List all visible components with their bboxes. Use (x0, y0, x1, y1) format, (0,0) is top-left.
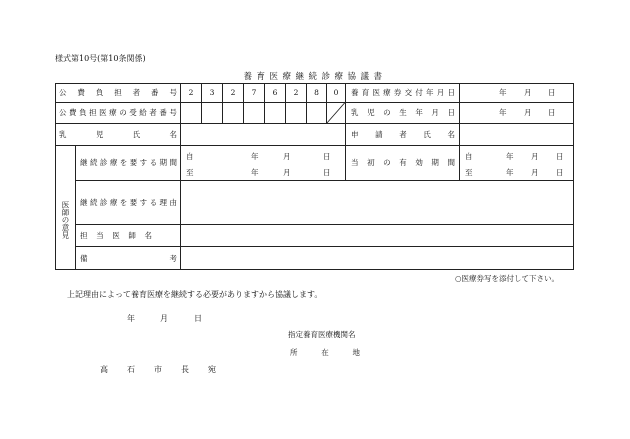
issue-day: 日 (548, 88, 556, 97)
initial-to-month: 月 (531, 168, 539, 177)
issue-year: 年 (499, 88, 507, 97)
consultation-table (55, 83, 574, 270)
period-from-month: 月 (283, 152, 291, 161)
form-number: 様式第10号(第10条関係) (55, 54, 146, 63)
issue-date-label: 養 育 医 療 券 交 付 年 月 日 (351, 88, 455, 98)
birth-year: 年 (499, 108, 507, 117)
initial-from-year: 年 (506, 152, 514, 161)
payer-digit: 7 (251, 88, 257, 97)
initial-from-day: 日 (556, 152, 564, 161)
addressee: 高 石 市 長 宛 (100, 365, 216, 374)
period-to-year: 年 (251, 168, 259, 177)
attach-note: ○医療券写を添付して下さい。 (455, 274, 560, 283)
initial-to-day: 日 (556, 168, 564, 177)
address-label: 所 在 地 (290, 348, 360, 357)
period-to-prefix: 至 (186, 168, 194, 177)
payer-digit: 0 (333, 88, 339, 97)
institution-label: 指定養育医療機関名 (288, 330, 356, 339)
birth-month: 月 (524, 108, 532, 117)
payer-digit: 6 (272, 88, 278, 97)
payer-digit: 2 (230, 88, 236, 97)
diagonal-slash (326, 102, 346, 124)
initial-to-prefix: 至 (465, 168, 473, 177)
payer-number-label: 公 費 負 担 者 番 号 (59, 88, 177, 98)
document-title: 養育医療継続診療協議書 (243, 72, 387, 82)
initial-from-prefix: 自 (465, 152, 473, 161)
issue-month: 月 (524, 88, 532, 97)
remarks-label: 備 考 (80, 254, 177, 264)
consult-statement: 上記理由によって養育医療を継続する必要がありますから協議します。 (67, 290, 323, 299)
birth-day: 日 (548, 108, 556, 117)
payer-digit: 2 (293, 88, 299, 97)
reason-label: 継 続 診 療 を 要 す る 理 由 (80, 198, 177, 208)
period-to-month: 月 (283, 168, 291, 177)
date-day: 日 (194, 314, 202, 323)
initial-to-year: 年 (506, 168, 514, 177)
payer-digit: 8 (314, 88, 319, 97)
applicant-name-label: 申 請 者 氏 名 (351, 130, 455, 140)
date-month: 月 (160, 314, 168, 323)
period-from-prefix: 自 (186, 152, 194, 161)
birth-date-label: 乳 児 の 生 年 月 日 (351, 108, 455, 118)
recipient-number-label: 公 費 負 担 医 療 の 受 給 者 番 号 (59, 108, 177, 118)
initial-from-month: 月 (531, 152, 539, 161)
initial-valid-label: 当 初 の 有 効 期 間 (351, 158, 455, 168)
infant-name-label: 乳 児 氏 名 (59, 130, 177, 140)
doctor-opinion-label: 医師の意見 (61, 201, 70, 239)
period-from-year: 年 (251, 152, 259, 161)
period-from-day: 日 (323, 152, 331, 161)
payer-digit: 3 (209, 88, 215, 97)
period-label: 継 続 診 療 を 要 す る 期 間 (80, 158, 177, 168)
payer-digit: 2 (188, 88, 194, 97)
doctor-name-label: 担 当 医 師 名 (80, 231, 152, 241)
date-year: 年 (127, 314, 135, 323)
period-to-day: 日 (323, 168, 331, 177)
